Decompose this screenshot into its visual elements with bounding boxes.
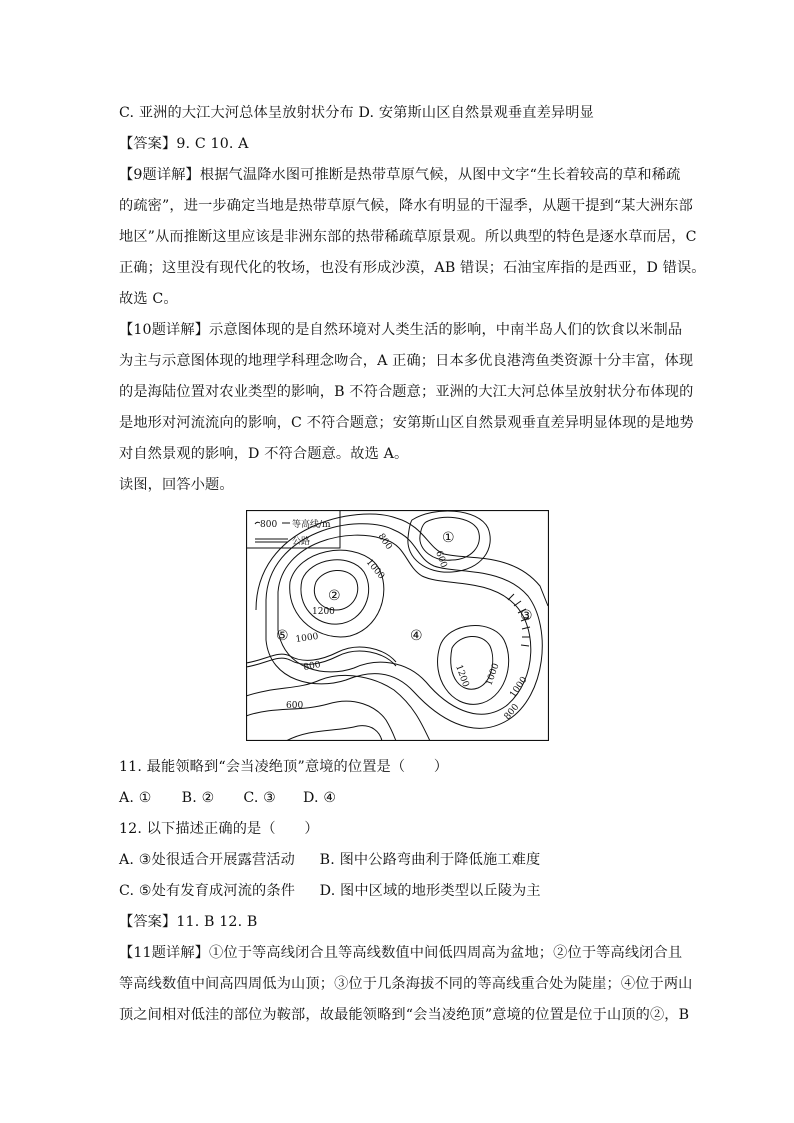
explanation-11-line-3: 顶之间相对低洼的部位为鞍部，故最能领略到“会当凌绝顶”意境的位置是位于山顶的②，B [119, 1007, 690, 1023]
explanation-10-line-2: 为主与示意图体现的地理学科理念吻合，A 正确；日本多优良港湾鱼类资源十分丰富，体现 [119, 353, 694, 369]
q12-option-b: B. 图中公路弯曲利于降低施工难度 [319, 852, 541, 868]
svg-text:1000: 1000 [363, 557, 387, 582]
q11-option-d: D. ④ [303, 790, 337, 806]
svg-text:600: 600 [433, 549, 449, 570]
q12-option-c: C. ⑤处有发育成河流的条件 [119, 883, 296, 899]
option-c-d-line: C. 亚洲的大江大河总体呈放射状分布 D. 安第斯山区自然景观垂直差异明显 [119, 105, 594, 121]
explanation-10-line-4: 是地形对河流流向的影响，C 不符合题意；安第斯山区自然景观垂直差异明显体现的是地势 [119, 415, 694, 431]
explanation-10-line-5: 对自然景观的影响，D 不符合题意。故选 A。 [119, 446, 409, 462]
point-3: ③ [520, 608, 533, 624]
svg-text:1000: 1000 [295, 631, 320, 645]
point-5: ⑤ [276, 628, 289, 644]
svg-text:1200: 1200 [453, 663, 471, 689]
explanation-9-line-3: 地区”从而推断这里应该是非洲东部的热带稀疏草原景观。所以典型的特色是逐水草而居，C [119, 229, 697, 245]
explanation-10-line-3: 的是海陆位置对农业类型的影响，B 不符合题意；亚洲的大江大河总体呈放射状分布体现的 [119, 384, 694, 400]
read-map-instruction: 读图，回答小题。 [119, 477, 234, 493]
svg-text:800: 800 [375, 531, 394, 552]
svg-text:800: 800 [302, 660, 322, 673]
explanation-10-line-1: 【10题详解】示意图体现的是自然环境对人类生活的影响，中南半岛人们的饮食以米制品 [119, 322, 683, 338]
explanation-9-line-2: 的疏密”，进一步确定当地是热带草原气候，降水有明显的干湿季，从题干提到“某大洲东部 [119, 198, 693, 214]
answer-11-12: 【答案】11. B 12. B [119, 914, 258, 930]
point-1: ① [442, 530, 455, 546]
q11-option-c: C. ③ [243, 790, 277, 806]
q11-option-b: B. ② [181, 790, 215, 806]
explanation-11-line-2: 等高线数值中间高四周低为山顶；③位于几条海拔不同的等高线重合处为陡崖；④位于两山 [119, 976, 693, 992]
explanation-9-line-5: 故选 C。 [119, 291, 178, 307]
question-11-stem: 11. 最能领略到“会当凌绝顶”意境的位置是（ ） [119, 759, 449, 775]
question-12-options-row2 [119, 881, 676, 901]
explanation-9-line-4: 正确；这里没有现代化的牧场，也没有形成沙漠，AB 错误；石油宝库指的是西亚，D 错误。 [119, 260, 706, 276]
legend-contour-value: 800 [260, 520, 278, 530]
svg-text:600: 600 [286, 701, 304, 711]
svg-text:1000: 1000 [484, 662, 502, 688]
contour-map [246, 510, 549, 741]
q12-option-a: A. ③处很适合开展露营活动 [119, 852, 295, 868]
question-12-options-row1 [119, 850, 676, 870]
svg-text:1200: 1200 [312, 607, 335, 617]
question-12-stem: 12. 以下描述正确的是（ ） [119, 821, 319, 837]
legend-contour-label: 等高线/m [292, 520, 331, 530]
question-11-options [119, 788, 676, 808]
explanation-9-line-1: 【9题详解】根据气温降水图可推断是热带草原气候，从图中文字“生长着较高的草和稀疏 [119, 167, 681, 183]
svg-text:1000: 1000 [508, 675, 530, 700]
legend-road-label: 公路 [292, 537, 311, 547]
point-4: ④ [410, 628, 423, 644]
q11-option-a: A. ① [119, 790, 152, 806]
answer-9-10: 【答案】9. C 10. A [119, 136, 249, 152]
point-2: ② [328, 588, 341, 604]
q12-option-d: D. 图中区域的地形类型以丘陵为主 [319, 883, 541, 899]
explanation-11-line-1: 【11题详解】①位于等高线闭合且等高线数值中间低四周高为盆地；②位于等高线闭合且 [119, 945, 683, 961]
svg-text:800: 800 [502, 702, 522, 722]
